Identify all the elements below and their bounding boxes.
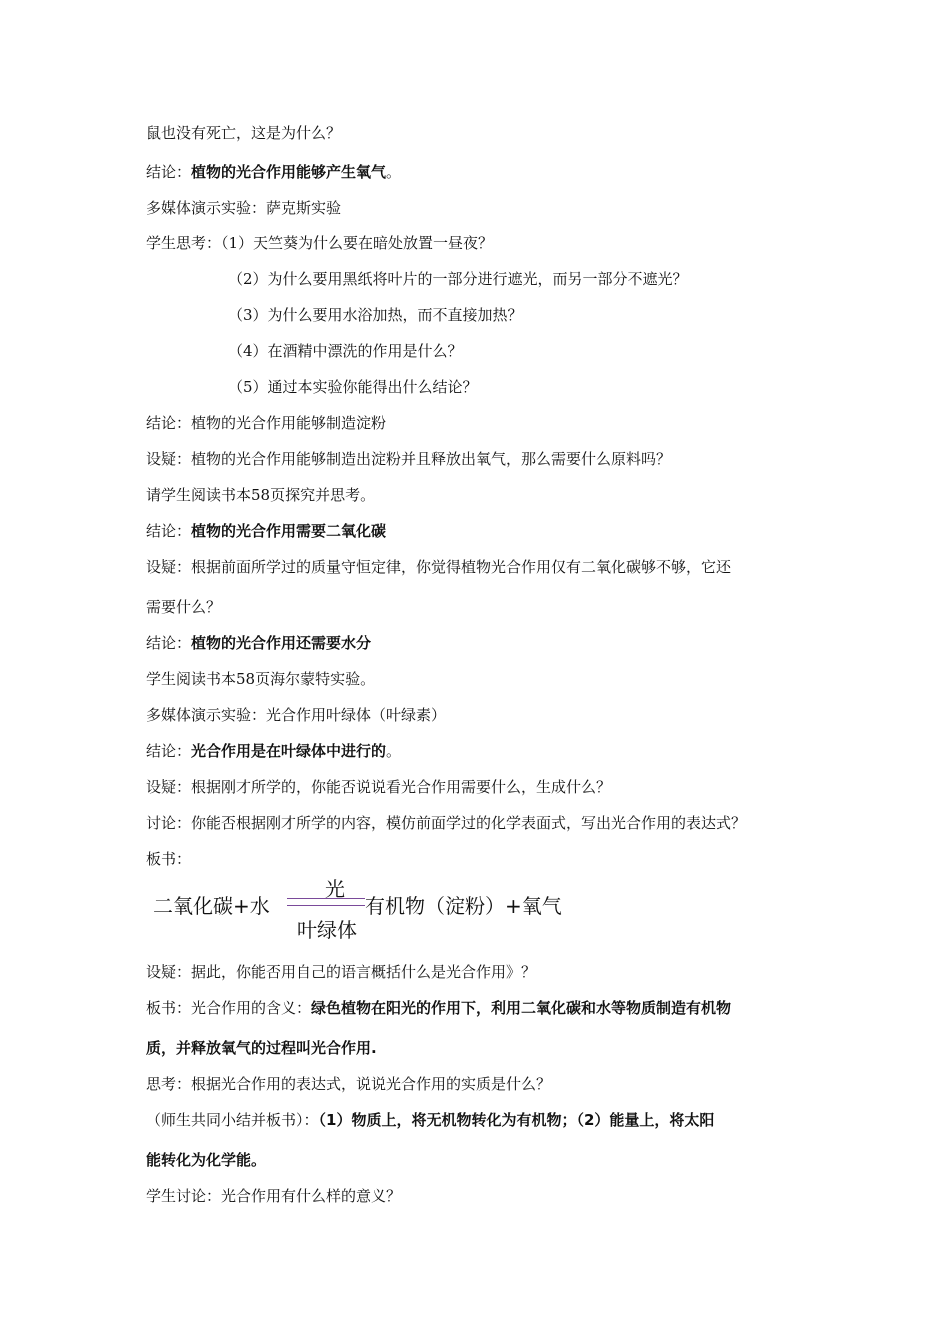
bold-text: 绿色植物在阳光的作用下，利用二氧化碳和水等物质制造有机物 [311, 999, 732, 1017]
text-line: 学生思考：（1）天竺葵为什么要在暗处放置一昼夜？ [146, 234, 494, 252]
conclusion-chloroplast [146, 741, 401, 761]
equation-arrow [287, 898, 365, 906]
text-line: 设疑：根据前面所学过的质量守恒定律，你觉得植物光合作用仅有二氧化碳够不够，它还 [146, 558, 732, 576]
text-line: 设疑：据此，你能否用自己的语言概括什么是光合作用》？ [146, 963, 537, 981]
equation-reactants: 二氧化碳+水 [153, 894, 270, 918]
summary-line [146, 1110, 714, 1130]
bold-text: 光合作用是在叶绿体中进行的 [191, 742, 387, 760]
question-2: （2）为什么要用黑纸将叶片的一部分进行遮光，而另一部分不遮光？ [228, 270, 688, 288]
text-line: 思考：根据光合作用的表达式，说说光合作用的实质是什么？ [146, 1075, 552, 1093]
text-line: 讨论：你能否根据刚才所学的内容，模仿前面学过的化学表面式，写出光合作用的表达式？ [146, 814, 747, 832]
conclusion-co2 [146, 521, 386, 541]
bold-text: （1）物质上，将无机物转化为有机物；（2）能量上，将太阳 [318, 1111, 715, 1129]
question-3: （3）为什么要用水浴加热，而不直接加热？ [228, 306, 523, 324]
bold-text: 植物的光合作用能够产生氧气 [191, 163, 387, 181]
equation-products: 有机物（淀粉）+氧气 [365, 894, 562, 918]
bold-text: 植物的光合作用需要二氧化碳 [191, 522, 387, 540]
equation-condition-chloroplast: 叶绿体 [297, 918, 357, 942]
text-line: 多媒体演示实验：萨克斯实验 [146, 199, 342, 217]
text-line: 多媒体演示实验：光合作用叶绿体（叶绿素） [146, 706, 447, 724]
definition-line-cont: 质，并释放氧气的过程叫光合作用. [146, 1039, 377, 1057]
definition-line [146, 998, 731, 1018]
label: 结论： [146, 522, 192, 540]
text-line: 学生讨论：光合作用有什么样的意义？ [146, 1187, 402, 1205]
text-line: 鼠也没有死亡，这是为什么？ [146, 124, 342, 142]
text-line: 板书： [146, 850, 192, 868]
text-line: 结论：植物的光合作用能够制造淀粉 [146, 414, 387, 432]
label: （师生共同小结并板书）： [146, 1111, 319, 1129]
label: 板书：光合作用的含义： [146, 999, 312, 1017]
label: 结论： [146, 163, 192, 181]
punct: 。 [386, 742, 402, 760]
photosynthesis-equation [153, 877, 613, 942]
conclusion-oxygen [146, 162, 401, 182]
text-line: 学生阅读书本58页海尔蒙特实验。 [146, 670, 376, 688]
text-line: 需要什么？ [146, 598, 222, 616]
question-5: （5）通过本实验你能得出什么结论？ [228, 378, 478, 396]
summary-line-cont: 能转化为化学能。 [146, 1151, 267, 1169]
text-line: 设疑：植物的光合作用能够制造出淀粉并且释放出氧气，那么需要什么原料吗？ [146, 450, 672, 468]
punct: 。 [386, 163, 402, 181]
label: 结论： [146, 634, 192, 652]
conclusion-water [146, 633, 371, 653]
text-line: 请学生阅读书本58页探究并思考。 [146, 486, 376, 504]
bold-text: 植物的光合作用还需要水分 [191, 634, 372, 652]
equation-condition-light: 光 [325, 877, 345, 901]
label: 结论： [146, 742, 192, 760]
question-4: （4）在酒精中漂洗的作用是什么？ [228, 342, 463, 360]
text-line: 设疑：根据刚才所学的，你能否说说看光合作用需要什么，生成什么？ [146, 778, 612, 796]
